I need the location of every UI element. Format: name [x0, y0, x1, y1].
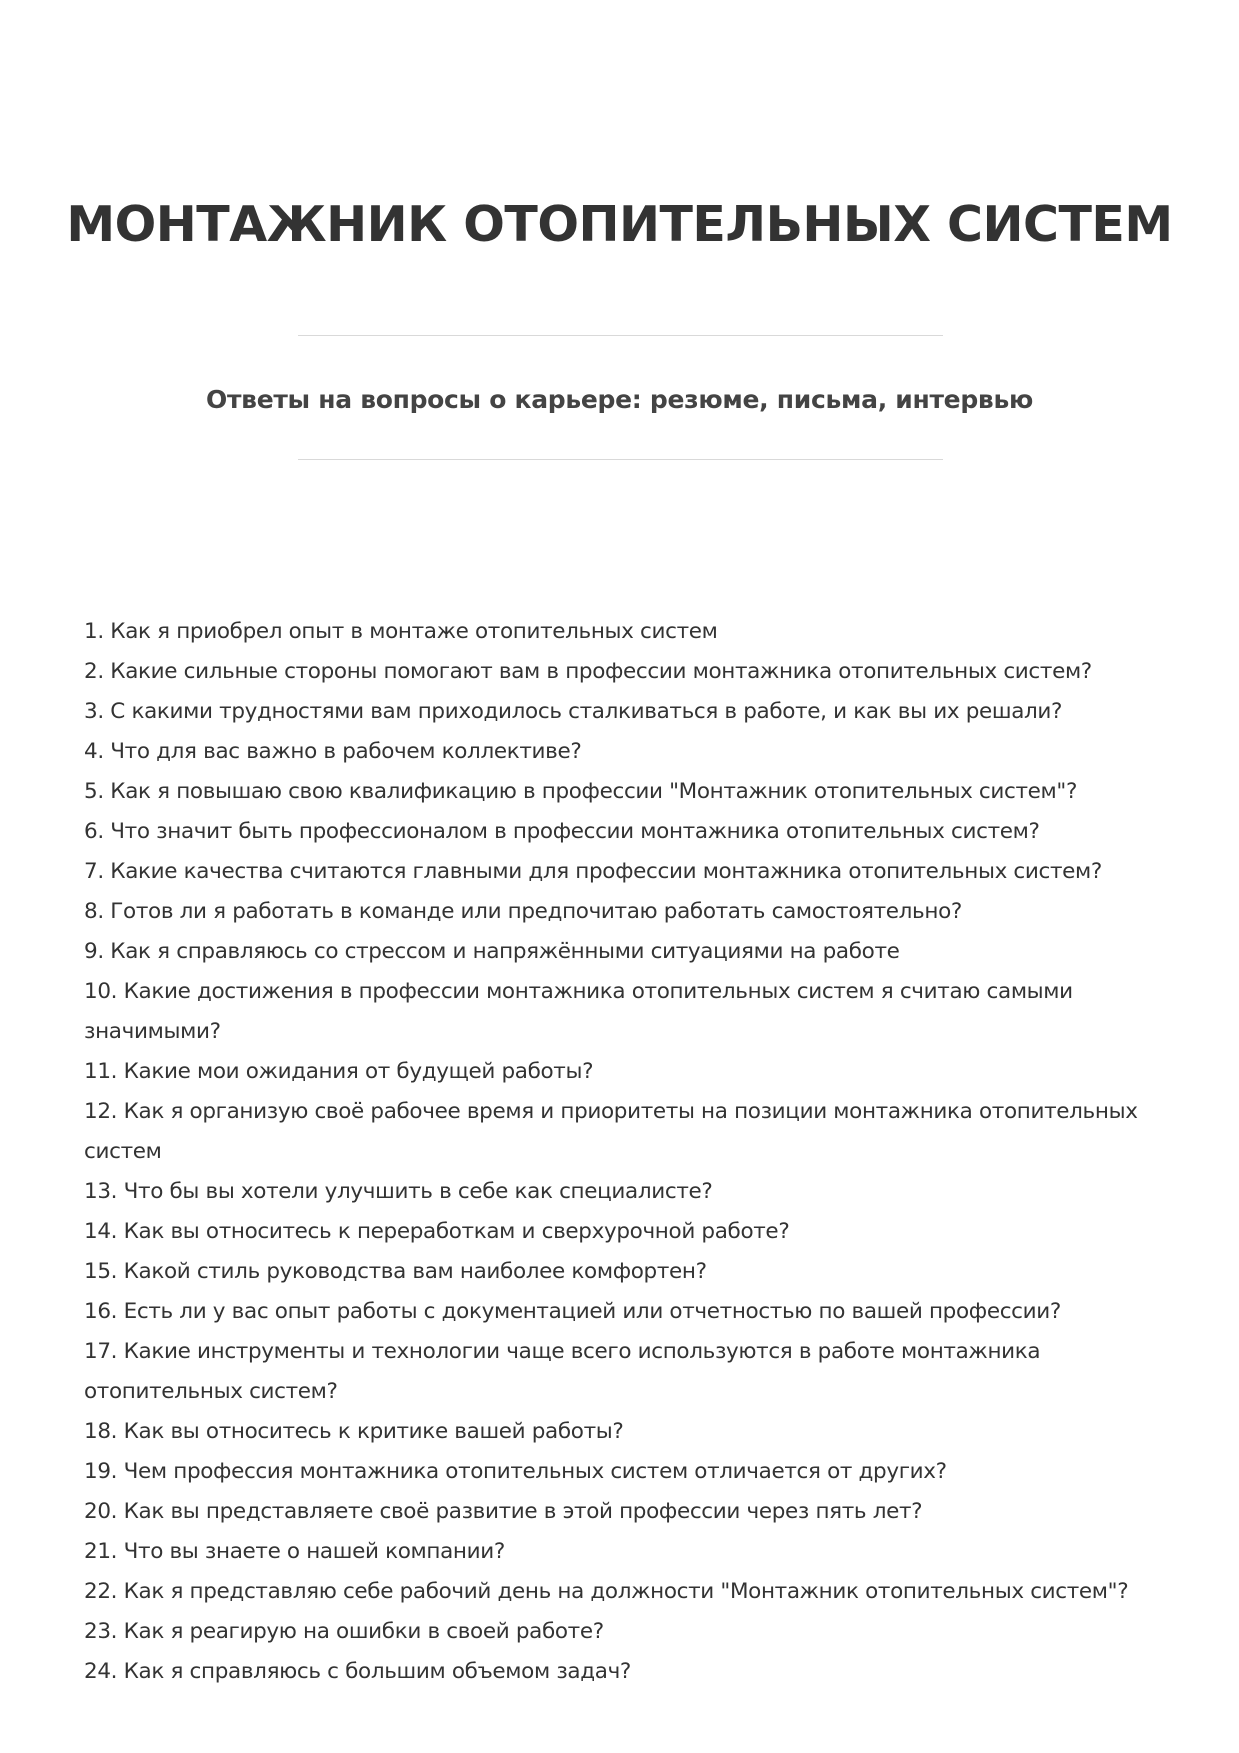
question-item: 8. Готов ли я работать в команде или предпочитаю работать самостоятельно? [84, 899, 962, 924]
question-item: 18. Как вы относитесь к критике вашей работы? [84, 1419, 624, 1444]
question-item: 14. Как вы относитесь к переработкам и сверхурочной работе? [84, 1219, 790, 1244]
question-list [84, 612, 1164, 1692]
question-item: 6. Что значит быть профессионалом в профессии монтажника отопительных систем? [84, 819, 1040, 844]
question-item: 3. С какими трудностями вам приходилось сталкиваться в работе, и как вы их решали? [84, 699, 1063, 724]
question-item: 4. Что для вас важно в рабочем коллективе? [84, 739, 582, 764]
page-title: МОНТАЖНИК ОТОПИТЕЛЬНЫХ СИСТЕМ [66, 196, 1173, 253]
question-item: 9. Как я справляюсь со стрессом и напряжёнными ситуациями на работе [84, 939, 900, 964]
question-item: 24. Как я справляюсь с большим объемом задач? [84, 1659, 631, 1684]
bottom-divider [298, 459, 943, 460]
question-item: 17. Какие инструменты и технологии чаще всего используются в работе монтажника отопительных систем? [84, 1339, 1041, 1404]
page-subtitle: Ответы на вопросы о карьере: резюме, письма, интервью [206, 385, 1033, 414]
question-item: 5. Как я повышаю свою квалификацию в профессии "Монтажник отопительных систем"? [84, 779, 1078, 804]
question-item: 20. Как вы представляете своё развитие в этой профессии через пять лет? [84, 1499, 923, 1524]
question-item: 2. Какие сильные стороны помогают вам в профессии монтажника отопительных систем? [84, 659, 1092, 684]
question-item: 1. Как я приобрел опыт в монтаже отопительных систем [84, 619, 718, 644]
top-divider [298, 335, 943, 336]
question-item: 19. Чем профессия монтажника отопительных систем отличается от других? [84, 1459, 947, 1484]
question-item: 21. Что вы знаете о нашей компании? [84, 1539, 505, 1564]
question-item: 13. Что бы вы хотели улучшить в себе как специалисте? [84, 1179, 713, 1204]
question-item: 12. Как я организую своё рабочее время и приоритеты на позиции монтажника отопительных систем [84, 1099, 1138, 1164]
question-item: 23. Как я реагирую на ошибки в своей работе? [84, 1619, 604, 1644]
question-item: 16. Есть ли у вас опыт работы с документацией или отчетностью по вашей профессии? [84, 1299, 1061, 1324]
question-item: 11. Какие мои ожидания от будущей работы? [84, 1059, 594, 1084]
question-item: 7. Какие качества считаются главными для профессии монтажника отопительных систем? [84, 859, 1102, 884]
question-item: 10. Какие достижения в профессии монтажника отопительных систем я считаю самыми значимыми? [84, 979, 1073, 1044]
question-item: 15. Какой стиль руководства вам наиболее комфортен? [84, 1259, 707, 1284]
question-item: 22. Как я представляю себе рабочий день на должности "Монтажник отопительных систем"? [84, 1579, 1129, 1604]
